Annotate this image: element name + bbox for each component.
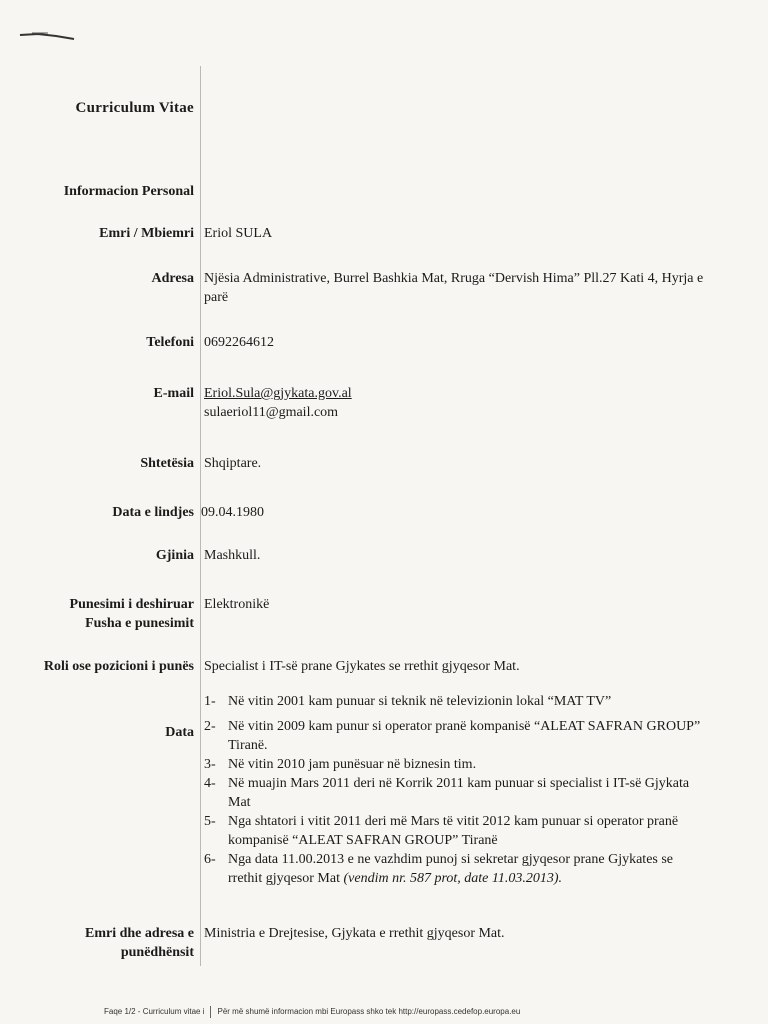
role-value: Specialist i IT-së prane Gjykates se rrethit gjyqesor Mat. <box>204 659 520 674</box>
email-primary-link[interactable]: Eriol.Sula@gjykata.gov.al <box>204 386 352 401</box>
job-history-list <box>204 692 704 888</box>
email-value <box>204 384 724 422</box>
list-item-text: Nga shtatori i vitit 2011 deri më Mars të vitit 2012 kam punuar si operator pranë kompanisë “ALEAT SAFRAN GROUP” Tiranë <box>228 814 679 848</box>
list-item <box>204 755 704 774</box>
list-item-text: Në vitin 2010 jam punësuar në biznesin tim. <box>228 757 477 772</box>
list-item <box>204 850 704 888</box>
list-item-number: 1- <box>204 694 216 709</box>
desired-job-label <box>70 595 194 633</box>
desired-job-label-line2: Fusha e punesimit <box>85 616 194 631</box>
list-item-number: 6- <box>204 852 216 867</box>
phone-label: Telefoni <box>146 335 194 350</box>
nationality-label: Shtetësia <box>140 456 194 471</box>
employer-value: Ministria e Drejtesise, Gjykata e rrethit gjyqesor Mat. <box>204 926 505 941</box>
page-footer <box>104 1006 520 1018</box>
footer-separator <box>210 1006 211 1018</box>
desired-job-value: Elektronikë <box>204 597 270 612</box>
email-label: E-mail <box>153 386 194 401</box>
dates-label: Data <box>165 725 194 740</box>
list-item-note: (vendim nr. 587 prot, date 11.03.2013). <box>343 871 563 886</box>
name-value: Eriol SULA <box>204 226 273 241</box>
address-label: Adresa <box>151 271 194 286</box>
birthdate-label: Data e lindjes <box>112 505 194 520</box>
list-item-number: 2- <box>204 719 216 734</box>
list-item-text: Në muajin Mars 2011 deri në Korrik 2011 kam punuar si specialist i IT-së Gjykata Mat <box>228 776 690 810</box>
list-item-number: 3- <box>204 757 216 772</box>
footer-info: Për më shumë informacion mbi Europass shko tek http://europass.cedefop.europa.eu <box>217 1007 521 1017</box>
cv-title: Curriculum Vitae <box>75 100 194 116</box>
job-history <box>204 692 704 888</box>
footer-page: Faqe 1/2 - Curriculum vitae i <box>104 1007 205 1017</box>
address-value: Njësia Administrative, Burrel Bashkia Mat, Rruga “Dervish Hima” Pll.27 Kati 4, Hyrja e parë <box>204 271 704 305</box>
birthdate-value: 09.04.1980 <box>201 505 264 520</box>
desired-job-label-line1: Punesimi i deshiruar <box>69 597 194 612</box>
gender-label: Gjinia <box>155 548 194 563</box>
nationality-value: Shqiptare. <box>204 456 262 471</box>
list-item <box>204 717 704 755</box>
name-label: Emri / Mbiemri <box>99 226 194 241</box>
role-label: Roli ose pozicioni i punës <box>43 659 194 674</box>
employer-label-line2: punëdhënsit <box>120 945 194 960</box>
list-item-number: 5- <box>204 814 216 829</box>
email-secondary: sulaeriol11@gmail.com <box>204 405 339 420</box>
list-item <box>204 774 704 812</box>
list-item <box>204 692 704 711</box>
list-item-text: Në vitin 2009 kam punur si operator pranë kompanisë “ALEAT SAFRAN GROUP” Tiranë. <box>228 719 701 753</box>
list-item <box>204 812 704 850</box>
employer-label <box>85 924 194 962</box>
gender-value: Mashkull. <box>204 548 261 563</box>
employer-label-line1: Emri dhe adresa e <box>84 926 194 941</box>
list-item-number: 4- <box>204 776 216 791</box>
section-heading: Informacion Personal <box>63 184 194 199</box>
scan-mark-icon <box>18 28 76 42</box>
phone-value: 0692264612 <box>204 335 274 350</box>
list-item-text: Në vitin 2001 kam punuar si teknik në televizionin lokal “MAT TV” <box>228 694 612 709</box>
list-item-text: Nga data 11.00.2013 e ne vazhdim punoj si sekretar gjyqesor prane Gjykates se rrethit gjyqesor Mat <box>228 852 674 886</box>
